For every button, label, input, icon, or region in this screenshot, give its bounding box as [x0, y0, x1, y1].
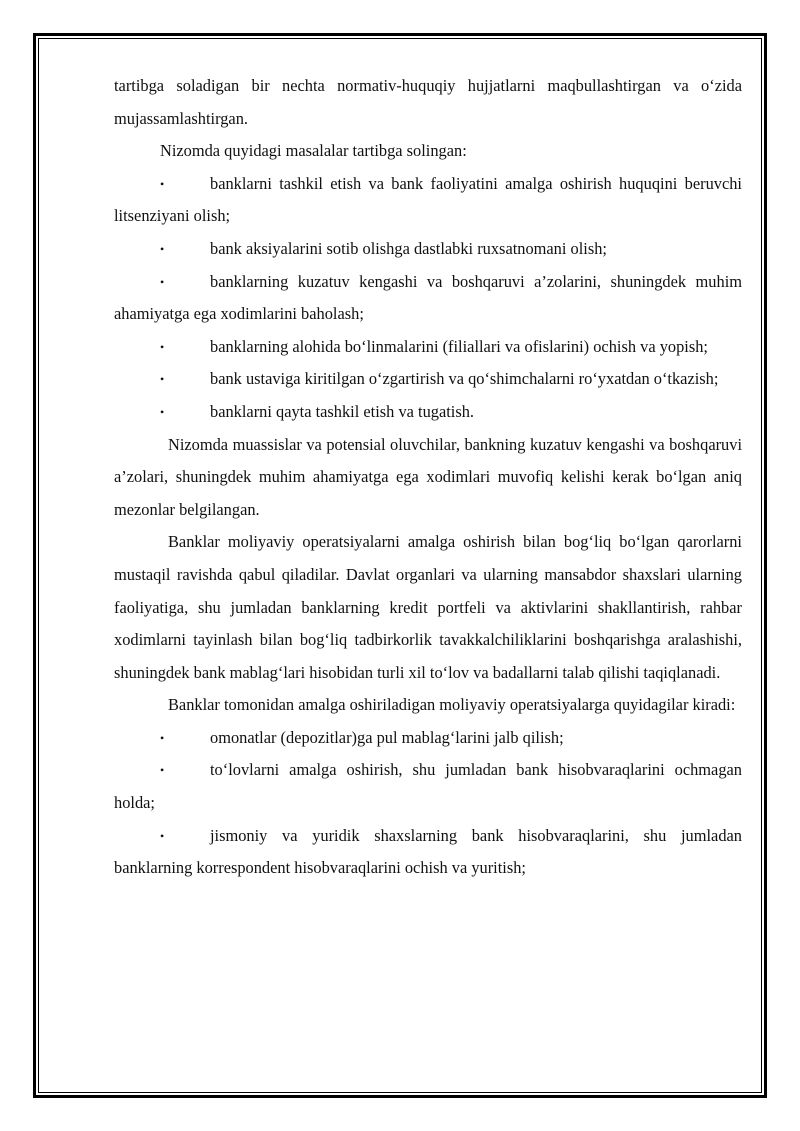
bullet-icon: •: [160, 763, 165, 778]
list-item: [114, 396, 742, 429]
bullet-icon: •: [160, 176, 165, 191]
bullet-icon: •: [160, 404, 165, 419]
paragraph-operations-intro: Banklar tomonidan amalga oshiriladigan moliyaviy operatsiyalarga quyidagilar kiradi:: [168, 695, 736, 715]
bullet-icon: •: [160, 274, 165, 289]
bullet-icon: •: [160, 339, 165, 354]
document-body: [114, 70, 742, 885]
paragraph-criteria: Nizomda muassislar va potensial oluvchilar, bankning kuzatuv kengashi va boshqaruvi a’zolari, shuningdek muhim ahamiyatga ega xodimlari muvofiq kelishi kerak bo‘lgan aniq mezonlar belgilangan.: [114, 434, 742, 519]
list-item: [114, 722, 742, 755]
list-item: [114, 233, 742, 266]
bullet-icon: •: [160, 241, 165, 256]
list-item: [114, 820, 742, 885]
list-item-text: bank aksiyalarini sotib olishga dastlabki ruxsatnomani olish;: [210, 238, 607, 258]
list-item-text: bank ustaviga kiritilgan o‘zgartirish va qo‘shimchalarni ro‘yxatdan o‘tkazish;: [210, 369, 719, 389]
list-item-text: banklarni qayta tashkil etish va tugatish.: [210, 401, 475, 421]
list-item: [114, 363, 742, 396]
list-item-text: to‘lovlarni amalga oshirish, shu jumladan bank hisobvaraqlarini ochmagan holda;: [114, 760, 742, 813]
list-item-text: banklarning alohida bo‘linmalarini (filiallari va ofislarini) ochish va yopish;: [210, 336, 708, 356]
bullet-icon: •: [160, 730, 165, 745]
list-item-text: jismoniy va yuridik shaxslarning bank hisobvaraqlarini, shu jumladan banklarning korrespondent hisobvaraqlarini ochish va yuritish;: [114, 825, 742, 878]
bullet-icon: •: [160, 828, 165, 843]
paragraph-independence: Banklar moliyaviy operatsiyalarni amalga oshirish bilan bog‘liq bo‘lgan qarorlarni mustaqil ravishda qabul qiladilar. Davlat organlari va ularning mansabdor shaxslari ularning faoliyatiga, shu jumladan banklarning kredit portfeli va aktivlarini shakllantirish, rahbar xodimlarni tayinlash bilan bog‘liq tadbirkorlik tavakkalchiliklarini boshqarishga aralashishi, shuningdek bank mablag‘lari hisobidan turli xil to‘lov va badallarni talab qilishi taqiqlanadi.: [114, 532, 742, 682]
paragraph-continuation: tartibga soladigan bir nechta normativ-huquqiy hujjatlarni maqbullashtirgan va o‘zida mujassamlashtirgan.: [114, 76, 742, 128]
bullet-icon: •: [160, 372, 165, 387]
list-item-text: banklarni tashkil etish va bank faoliyatini amalga oshirish huquqini beruvchi litsenziyani olish;: [114, 173, 742, 226]
paragraph-intro: Nizomda quyidagi masalalar tartibga solingan:: [160, 141, 467, 161]
list-item: [114, 754, 742, 819]
list-item: [114, 331, 742, 364]
list-item-text: omonatlar (depozitlar)ga pul mablag‘larini jalb qilish;: [210, 727, 564, 747]
list-item: [114, 168, 742, 233]
list-item: [114, 266, 742, 331]
list-item-text: banklarning kuzatuv kengashi va boshqaruvi a’zolarini, shuningdek muhim ahamiyatga ega xodimlarini baholash;: [114, 271, 742, 324]
